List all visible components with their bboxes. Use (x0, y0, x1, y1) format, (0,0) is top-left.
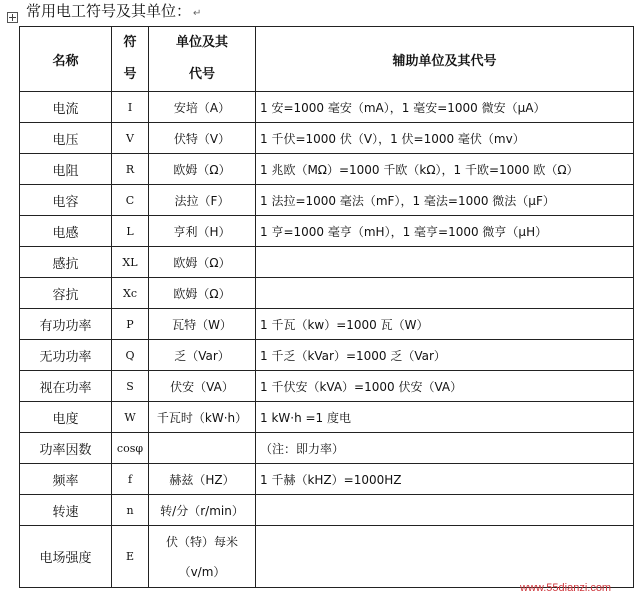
row-name: 电场强度 (20, 526, 112, 588)
row-unit (149, 526, 256, 588)
row-unit: 亨利（H） (149, 216, 256, 247)
row-aux: 1 千乏（kVar）=1000 乏（Var） (256, 340, 634, 371)
row-symbol: Xc (112, 278, 149, 309)
table-row (20, 433, 634, 464)
row-unit: 赫兹（HZ） (149, 464, 256, 495)
page-title (26, 0, 201, 25)
row-name: 电度 (20, 402, 112, 433)
row-unit (149, 433, 256, 464)
table-row (20, 340, 634, 371)
row-name: 无功功率 (20, 340, 112, 371)
row-name: 视在功率 (20, 371, 112, 402)
row-unit: 伏安（VA） (149, 371, 256, 402)
row-symbol: R (112, 154, 149, 185)
row-name: 电容 (20, 185, 112, 216)
row-symbol: n (112, 495, 149, 526)
header-name: 名称 (20, 27, 112, 92)
row-name: 功率因数 (20, 433, 112, 464)
table-row (20, 402, 634, 433)
page-title-text: 常用电工符号及其单位： (26, 2, 192, 20)
header-symbol-line2: 号 (123, 67, 137, 82)
row-symbol: XL (112, 247, 149, 278)
row-symbol: cosφ (112, 433, 149, 464)
row-symbol: S (112, 371, 149, 402)
row-symbol: E (112, 526, 149, 588)
table-row (20, 371, 634, 402)
table-row (20, 216, 634, 247)
row-name: 电阻 (20, 154, 112, 185)
row-aux: 1 千伏安（kVA）=1000 伏安（VA） (256, 371, 634, 402)
row-symbol: L (112, 216, 149, 247)
row-symbol: V (112, 123, 149, 154)
row-symbol: C (112, 185, 149, 216)
row-name: 有功功率 (20, 309, 112, 340)
table-row (20, 464, 634, 495)
row-unit: 瓦特（W） (149, 309, 256, 340)
row-aux: （注：即力率） (256, 433, 634, 464)
table-row (20, 495, 634, 526)
row-unit: 千瓦时（kW·h） (149, 402, 256, 433)
row-aux (256, 526, 634, 588)
row-aux: 1 安=1000 毫安（mA），1 毫安=1000 微安（μA） (256, 92, 634, 123)
header-aux: 辅助单位及其代号 (256, 27, 634, 92)
row-unit: 法拉（F） (149, 185, 256, 216)
row-unit: 乏（Var） (149, 340, 256, 371)
row-unit-line1: 伏（特）每米 (165, 534, 238, 549)
row-name: 电压 (20, 123, 112, 154)
row-symbol: P (112, 309, 149, 340)
table-row (20, 154, 634, 185)
row-name: 感抗 (20, 247, 112, 278)
row-symbol: W (112, 402, 149, 433)
table-row (20, 247, 634, 278)
row-aux (256, 278, 634, 309)
table-move-handle-icon[interactable] (7, 12, 18, 23)
row-unit: 欧姆（Ω） (149, 154, 256, 185)
paragraph-mark-icon: ↵ (193, 8, 202, 19)
row-name: 频率 (20, 464, 112, 495)
header-unit-line1: 单位及其 (175, 35, 228, 50)
table-row (20, 185, 634, 216)
header-symbol (112, 27, 149, 92)
row-aux: 1 千伏=1000 伏（V），1 伏=1000 毫伏（mv） (256, 123, 634, 154)
row-symbol: Q (112, 340, 149, 371)
row-aux: 1 kW·h =1 度电 (256, 402, 634, 433)
header-symbol-line1: 符 (123, 35, 137, 50)
row-name: 电流 (20, 92, 112, 123)
table-row (20, 123, 634, 154)
table-row (20, 309, 634, 340)
table-row (20, 278, 634, 309)
row-name: 转速 (20, 495, 112, 526)
watermark: www.55dianzi.com (520, 582, 612, 594)
units-table (19, 26, 634, 588)
row-aux (256, 247, 634, 278)
row-unit: 欧姆（Ω） (149, 247, 256, 278)
row-symbol: I (112, 92, 149, 123)
table-row (20, 92, 634, 123)
row-symbol: f (112, 464, 149, 495)
row-unit: 安培（A） (149, 92, 256, 123)
row-unit: 伏特（V） (149, 123, 256, 154)
row-unit: 转/分（r/min） (149, 495, 256, 526)
row-unit-line2: （v/m） (178, 564, 226, 579)
header-unit-line2: 代号 (188, 67, 215, 82)
row-aux (256, 495, 634, 526)
row-name: 容抗 (20, 278, 112, 309)
row-aux: 1 千瓦（kw）=1000 瓦（W） (256, 309, 634, 340)
table-header-row (20, 27, 634, 92)
row-name: 电感 (20, 216, 112, 247)
row-aux: 1 亨=1000 毫亨（mH），1 毫亨=1000 微亨（μH） (256, 216, 634, 247)
header-unit (149, 27, 256, 92)
row-aux: 1 千赫（kHZ）=1000HZ (256, 464, 634, 495)
row-aux: 1 兆欧（MΩ）=1000 千欧（kΩ），1 千欧=1000 欧（Ω） (256, 154, 634, 185)
row-aux: 1 法拉=1000 毫法（mF），1 毫法=1000 微法（μF） (256, 185, 634, 216)
table-row (20, 526, 634, 588)
row-unit: 欧姆（Ω） (149, 278, 256, 309)
